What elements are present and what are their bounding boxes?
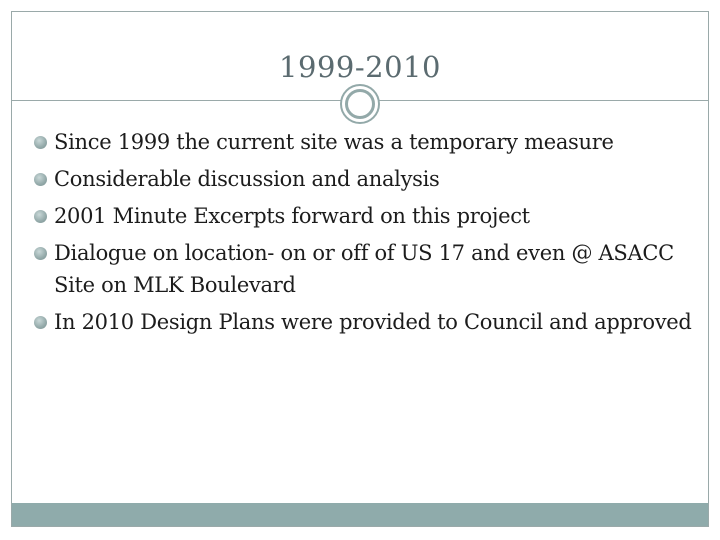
bullet-text: Considerable discussion and analysis bbox=[54, 167, 440, 191]
bullet-list bbox=[34, 126, 704, 343]
bullet-dot-icon bbox=[34, 247, 47, 260]
bullet-item bbox=[34, 163, 704, 195]
circle-ornament-icon bbox=[340, 84, 380, 124]
bullet-text: Since 1999 the current site was a temporary measure bbox=[54, 130, 614, 154]
bullet-text: 2001 Minute Excerpts forward on this project bbox=[54, 204, 530, 228]
slide-title: 1999-2010 bbox=[279, 50, 441, 84]
bullet-dot-icon bbox=[34, 136, 47, 149]
bullet-dot-icon bbox=[34, 173, 47, 186]
bullet-item bbox=[34, 237, 704, 301]
slide bbox=[11, 11, 709, 527]
bullet-item bbox=[34, 126, 704, 158]
bullet-text: Dialogue on location- on or off of US 17 and even @ ASACC Site on MLK Boulevard bbox=[54, 241, 674, 297]
bullet-dot-icon bbox=[34, 210, 47, 223]
footer-bar bbox=[12, 503, 708, 526]
bullet-dot-icon bbox=[34, 316, 47, 329]
bullet-text: In 2010 Design Plans were provided to Council and approved bbox=[54, 310, 692, 334]
bullet-item bbox=[34, 306, 704, 338]
circle-ornament-inner bbox=[345, 89, 375, 119]
bullet-item bbox=[34, 200, 704, 232]
